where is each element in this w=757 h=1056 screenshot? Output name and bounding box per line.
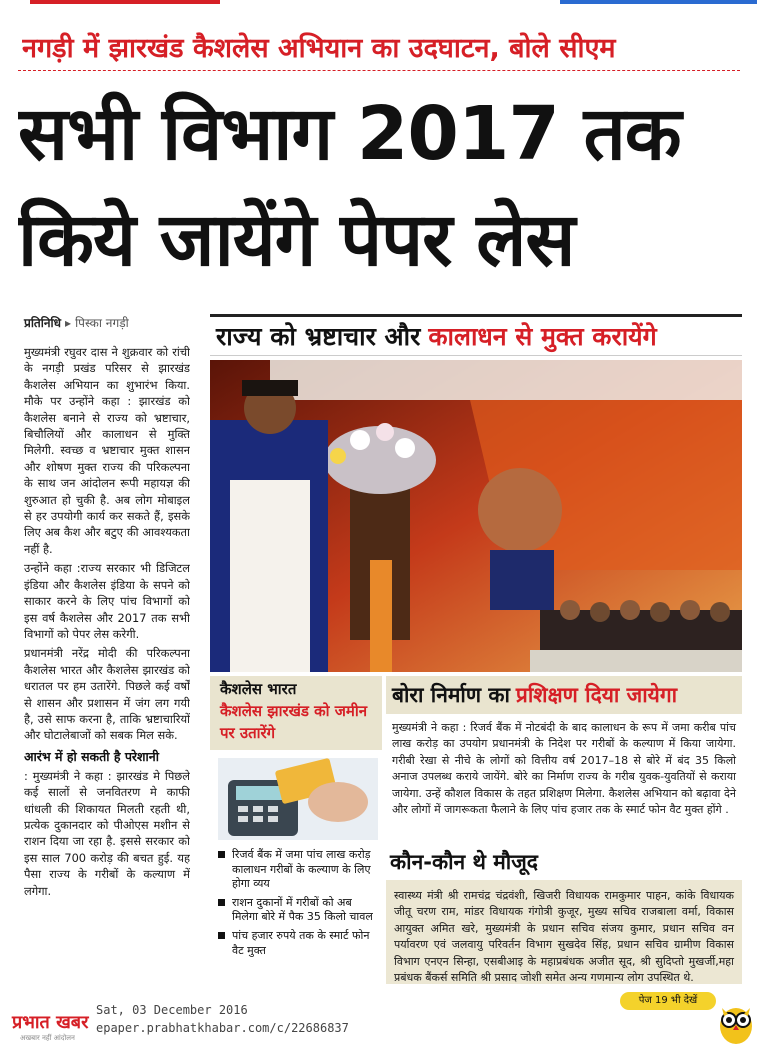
event-photo xyxy=(210,360,742,672)
article-paragraph: प्रधानमंत्री नरेंद्र मोदी की परिकल्पना कैशलेस भारत और कैशलेस झारखंड को धरातल पर हम उतारेंगे. पिछले कई वर्षों से शासन और प्रशासन में जंग लग गयी है, उसे साफ करना है, ताकि भ्रष्टाचारियों और घोटालेबाजों को सबक मिल सके. xyxy=(24,646,190,743)
attendees-title: कौन-कौन थे मौजूद xyxy=(390,850,538,874)
edition-date: Sat, 03 December 2016 xyxy=(96,1003,248,1017)
top-bar-red-segment xyxy=(30,0,220,4)
article-paragraph: मुख्यमंत्री रघुवर दास ने शुक्रवार को रांची के नगड़ी प्रखंड परिसर से झारखंड कैशलेस अभियान का शुभारंभ किया. मौके पर उन्होंने कहा : झारखंड को कैशलेस बनाने से राज्य को भ्रष्टाचार, बिचौलियों और कालाधन से मुक्ति मिलेगी. स्वच्छ व भ्रष्टाचार मुक्त शासन और शोषण मुक्त राज्य की परिकल्पना के साथ जन आंदोलन रूपी महायज्ञ की शुरुआत हो चुकी है. अब लोग मोबाइल से हर उपयोगी कार्य कर सकते हैं, इसके लिए अब कैश और बटुए की आवश्यकता नहीं है. xyxy=(24,345,190,556)
training-box xyxy=(386,676,742,844)
list-item-text: राशन दुकानों में गरीबों को अब मिलेगा बोरे में पैक 35 किलो चावल xyxy=(232,895,373,924)
list-item xyxy=(218,929,378,958)
top-color-bar xyxy=(0,0,757,6)
top-bar-blue-segment xyxy=(560,0,757,4)
training-title-red: प्रशिक्षण दिया जायेगा xyxy=(515,683,678,707)
square-bullet-icon xyxy=(218,851,225,858)
kicker-headline: नगड़ी में झारखंड कैशलेस अभियान का उदघाटन, बोले सीएम xyxy=(22,33,616,64)
owl-mascot-icon xyxy=(718,998,754,1046)
kicker-divider xyxy=(18,70,740,71)
epaper-url[interactable]: epaper.prabhatkhabar.com/c/22686837 xyxy=(96,1021,349,1035)
article-paragraph: उन्होंने कहा :राज्य सरकार भी डिजिटल इंडिया और कैशलेस इंडिया के सपने को साकार करने के लिए पांच विभागों को इस वर्ष कैशलेस और 2017 तक सभी विभागों को पेपर लेस करेगी. xyxy=(24,561,190,641)
page-footer xyxy=(0,986,757,1056)
list-item-text: रिजर्व बैंक में जमा पांच लाख करोड़ कालाधन गरीबों के कल्याण के लिए होगा व्यय xyxy=(232,848,371,891)
byline-author: प्रतिनिधि xyxy=(24,316,62,330)
photo-strip-red-text: कालाधन से मुक्त करायेंगे xyxy=(428,322,657,351)
left-article-column xyxy=(24,344,190,984)
logo-tagline: अखबार नहीं आंदोलन xyxy=(20,1034,75,1042)
continued-on-page-badge: पेज 19 भी देखें xyxy=(620,992,716,1010)
main-headline-line-1: सभी विभाग 2017 तक xyxy=(18,91,681,177)
cashless-sidebar-box xyxy=(210,676,382,984)
list-item xyxy=(218,896,378,925)
pos-machine-illustration xyxy=(218,758,378,840)
attendees-body: स्वास्थ्य मंत्री श्री रामचंद्र चंद्रवंशी, खिजरी विधायक रामकुमार पाहन, कांके विधायक जीतू चरण राम, मांडर विधायक गंगोत्री कुजूर, मुख्य सचिव राजबाला वर्मा, विकास आयुक्त अमित खरे, मुख्यमंत्री के प्रधान सचिव संजय कुमार, प्रधान सचिव वन पर्यावरण एवं जलवायु परिवर्तन विभाग सुखदेव सिंह, प्रधान सचिव ग्रामीण विकास विभाग एनएन सिन्हा, एसबीआइ के महाप्रबंधक अजीत सूद, श्री सुदिप्तो मुखर्जी,महा प्रबंधक बैंकर्स समिति श्री प्रसाद जोशी समेत अन्य गणमान्य लोग उपस्थित थे. xyxy=(386,880,742,984)
stage-scene-illustration xyxy=(210,360,742,672)
training-box-body: मुख्यमंत्री ने कहा : रिजर्व बैंक में नोटबंदी के बाद कालाधन के रूप में जमा करीब पांच लाख करोड़ का उपयोग प्रधानमंत्री के निदेश पर गरीबों के कल्याण में किया जायेगा. गरीबी रेखा से नीचे के लोगों को वित्तीय वर्ष 2017–18 से बोरे में बंद 35 किलो अनाज उपलब्ध कराये जायेंगे. बोरे का निर्माण राज्य के गरीब युवक-युवतियों से कराया जायेगा. उन्हें कौशल विकास के तहत प्रशिक्षण मिलेगा. कैशलेस अभियान को बढ़ावा देने और लोगों में जागरूकता फैलाने के लिए पांच हजार तक के स्मार्ट फोन वैट मुक्त होंगे . xyxy=(392,721,736,817)
photo-strip-black-text: राज्य को भ्रष्टाचार और xyxy=(216,322,421,351)
training-title-black: बोरा निर्माण का xyxy=(392,683,510,707)
article-paragraph: : मुख्यमंत्री ने कहा : झारखंड मे पिछले कई सालों से जनवितरण मे काफी धांधली की शिकायत मिलती रहती थी, प्रत्येक दुकानदार को पीओएस मशीन से राशन दिया जा रहा है. इससे सरकार को इस साल 700 करोड़ की बचत हुई. यह पैसा राज्य के गरीबों के कल्याण में लगेगा. xyxy=(24,768,190,898)
training-box-title-bar xyxy=(386,676,742,714)
main-headline-line-2: किये जायेंगे पेपर लेस xyxy=(18,197,575,283)
card-payment-photo xyxy=(218,758,378,840)
byline-arrow-icon: ▸ xyxy=(65,316,72,330)
sidebar-bullet-list xyxy=(218,848,378,962)
list-item xyxy=(218,848,378,892)
sidebar-title-red: कैशलेस झारखंड को जमीन पर उतारेंगे xyxy=(220,702,368,742)
photo-headline-strip xyxy=(210,314,742,356)
square-bullet-icon xyxy=(218,899,225,906)
list-item-text: पांच हजार रुपये तक के स्मार्ट फोन वैट मुक्त xyxy=(232,928,370,957)
byline xyxy=(24,312,204,334)
prabhat-khabar-logo: प्रभात खबर xyxy=(12,1012,89,1033)
byline-place: पिस्का नगड़ी xyxy=(75,316,129,330)
sidebar-title-black: कैशलेस भारत xyxy=(220,680,297,698)
attendees-box xyxy=(386,846,742,986)
article-subheading: आरंभ में हो सकती है परेशानी xyxy=(24,748,159,764)
square-bullet-icon xyxy=(218,932,225,939)
